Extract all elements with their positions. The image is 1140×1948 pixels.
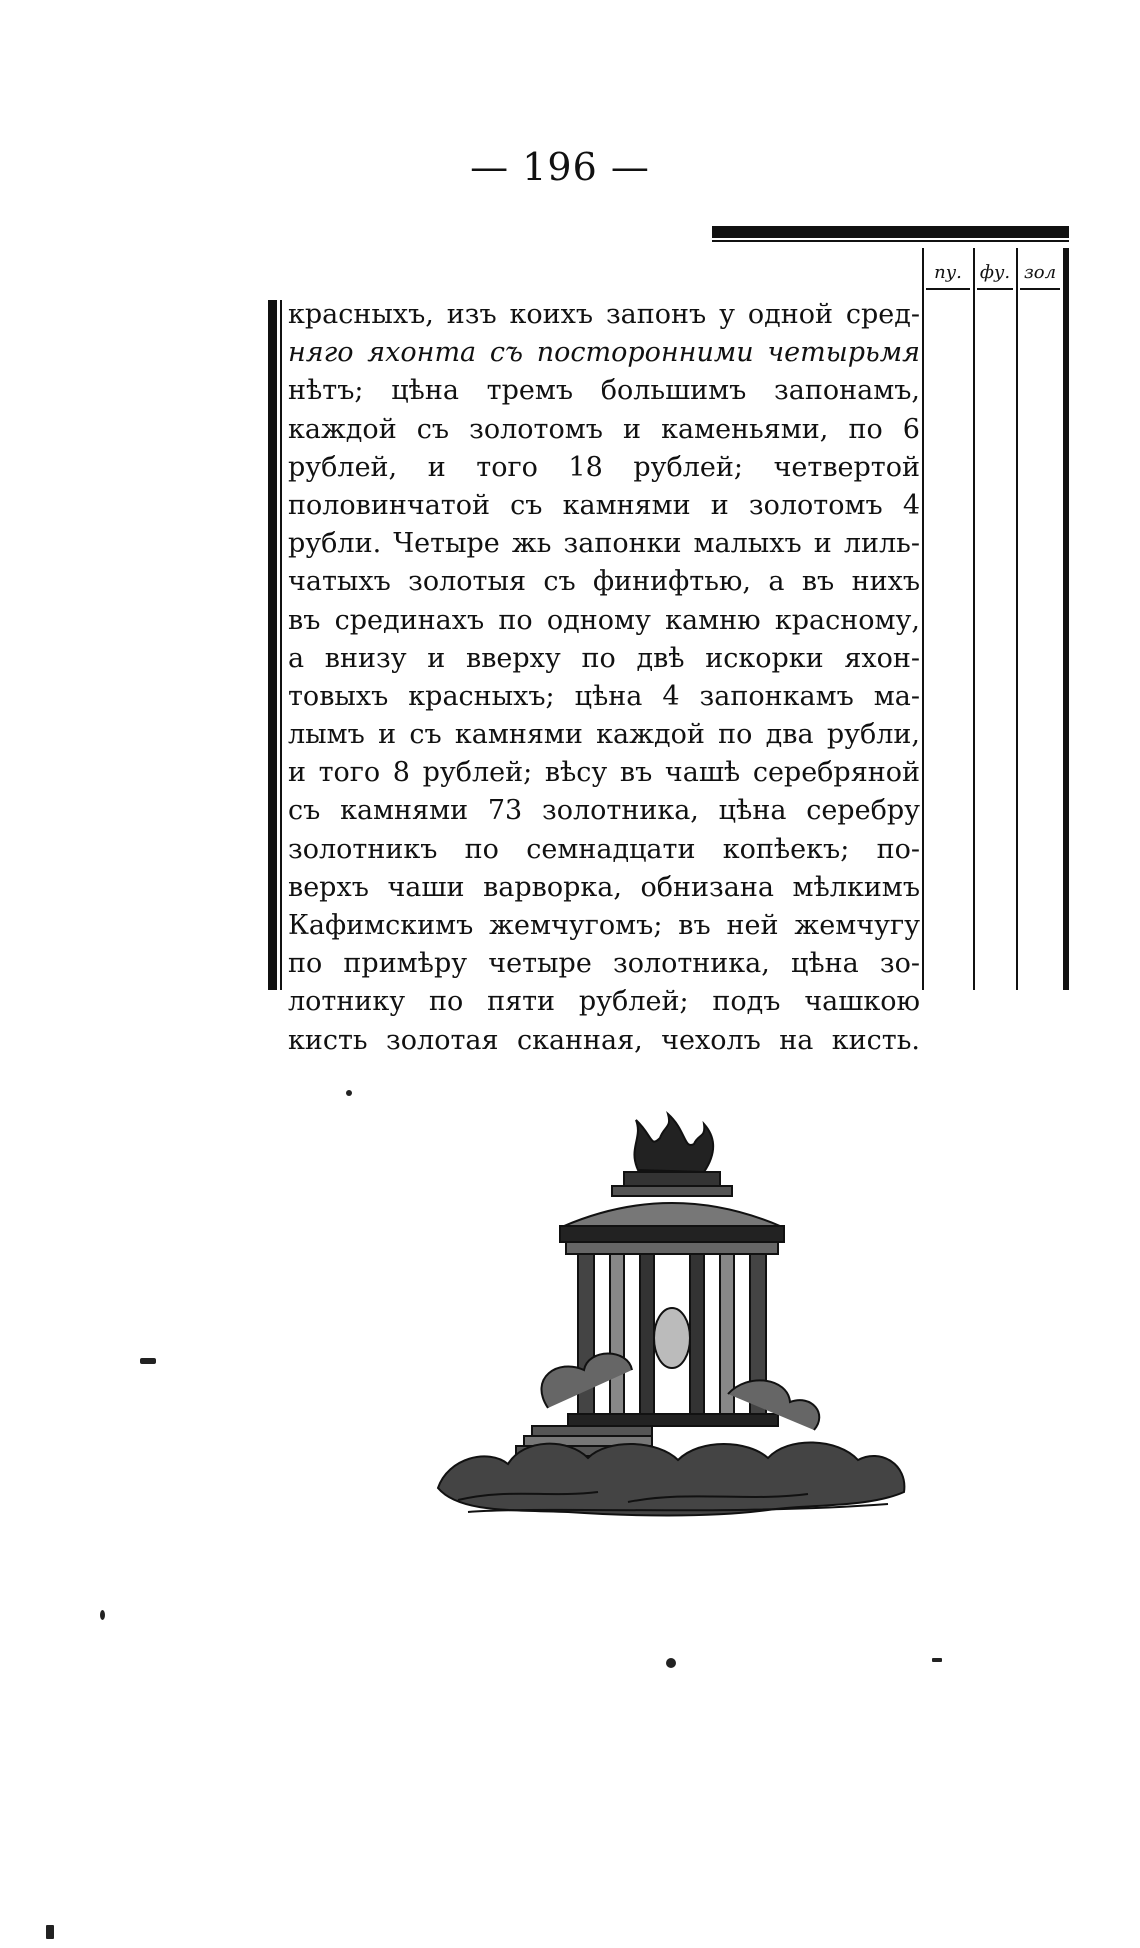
- text-line: верхъ чаши варворка, обнизана мѣлкимъ: [288, 871, 920, 903]
- scan-speck: [932, 1658, 942, 1662]
- text-line: золотникъ по семнадцати копѣекъ; по-: [288, 833, 920, 865]
- temple-vignette-icon: [428, 1108, 914, 1522]
- text-line: лымъ и съ камнями каждой по два рубли,: [288, 719, 920, 751]
- text-line: красныхъ, изъ коихъ запонъ у одной сред-: [288, 299, 920, 330]
- text-line: кисть золотая сканная, чехолъ на кисть.: [288, 1024, 920, 1056]
- text-left-border: [268, 300, 277, 990]
- table-top-rule: [712, 226, 1069, 238]
- table-divider-3: [1016, 248, 1018, 990]
- text-line: товыхъ красныхъ; цѣна 4 запонкамъ ма-: [288, 680, 920, 712]
- table-divider-2: [973, 248, 975, 990]
- text-line: каждой съ золотомъ и каменьями, по 6: [288, 413, 920, 445]
- text-line: въ срединахъ по одному камню красному,: [288, 604, 920, 636]
- column-header-funt: фу.: [977, 258, 1013, 290]
- page-number: — 196 —: [470, 145, 650, 189]
- text-line: лотнику по пяти рублей; подъ чашкою: [288, 986, 920, 1018]
- column-header-zolotnik: зол: [1020, 258, 1060, 290]
- text-line: по примѣру четыре золотника, цѣна зо-: [288, 948, 920, 980]
- text-line: нѣтъ; цѣна тремъ большимъ запонамъ,: [288, 375, 920, 407]
- scan-speck: [46, 1925, 54, 1939]
- text-line: а внизу и вверху по двѣ искорки яхон-: [288, 642, 920, 674]
- table-right-border: [1063, 248, 1069, 990]
- text-line: половинчатой съ камнями и золотомъ 4: [288, 489, 920, 521]
- scan-speck: [140, 1358, 156, 1364]
- text-line: Кафимскимъ жемчугомъ; въ ней жемчугу: [288, 910, 920, 941]
- text-line: няго яхонта съ посторонними четырьмя: [288, 337, 920, 369]
- table-top-rule-thin: [712, 240, 1069, 242]
- table-divider-1: [922, 248, 924, 990]
- text-line: чатыхъ золотыя съ финифтью, а въ нихъ: [288, 566, 920, 598]
- text-line: съ камнями 73 золотника, цѣна серебру: [288, 795, 920, 827]
- text-line: рублей, и того 18 рублей; четвертой: [288, 451, 920, 483]
- column-header-pud: пу.: [926, 258, 970, 290]
- text-left-border-thin: [280, 300, 282, 990]
- text-line: и того 8 рублей; вѣсу въ чашѣ серебряной: [288, 757, 920, 789]
- scan-speck: [100, 1610, 105, 1620]
- body-text: [288, 296, 920, 1060]
- text-line: рубли. Четыре жь запонки малыхъ и лиль-: [288, 528, 920, 560]
- scan-speck: [346, 1090, 352, 1096]
- scan-speck: [666, 1658, 676, 1668]
